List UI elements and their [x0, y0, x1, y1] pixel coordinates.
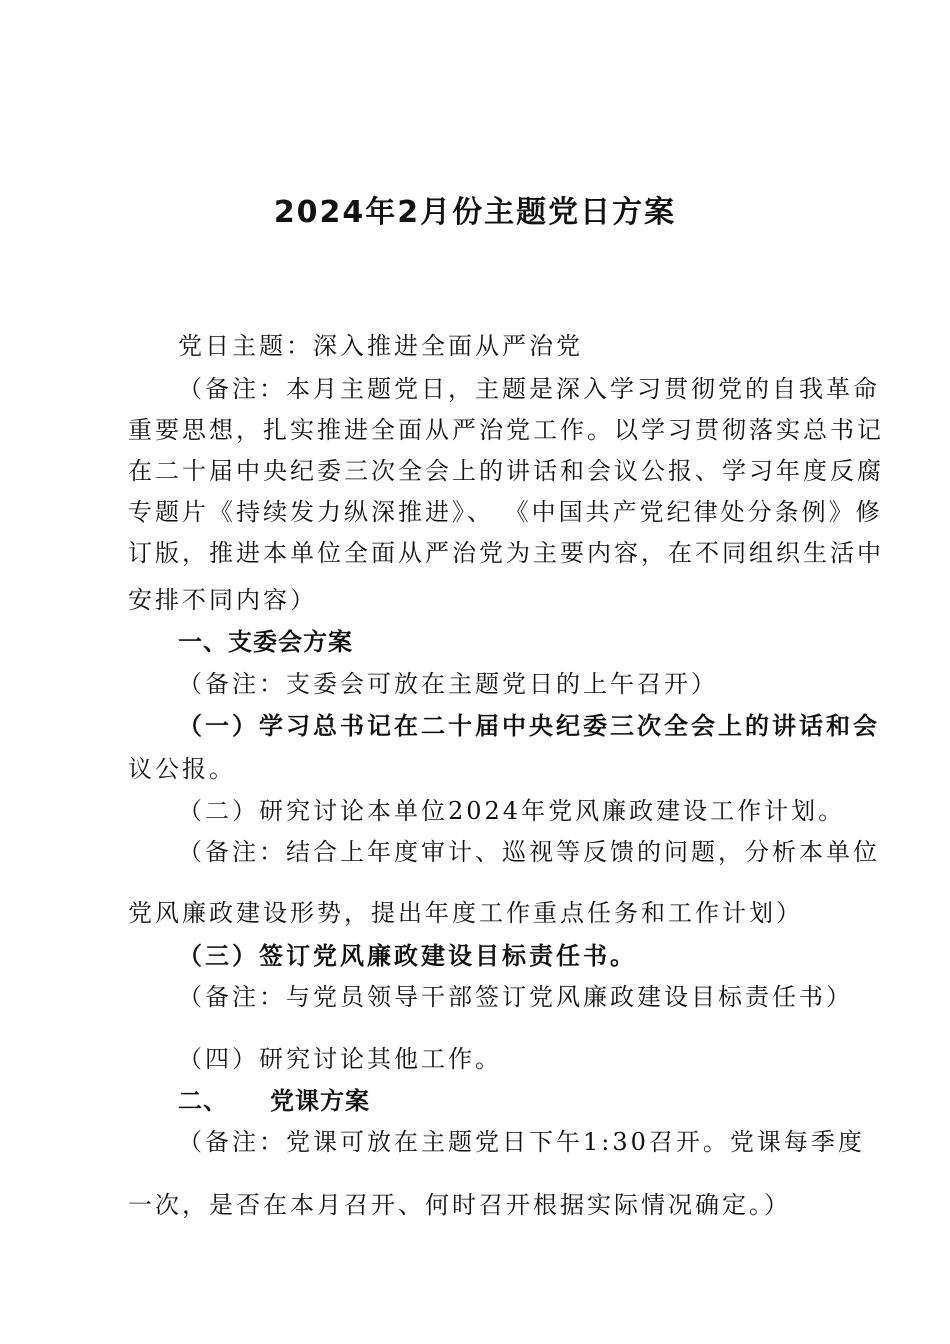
item-1-line: （一）学习总书记在二十届中央纪委三次全会上的讲话和会: [178, 711, 880, 740]
theme-line: 党日主题：深入推进全面从严治党: [178, 332, 583, 360]
intro-note-line: 重要思想，扎实推进全面从严治党工作。以学习贯彻落实总书记: [128, 416, 884, 444]
intro-note-line: 在二十届中央纪委三次全会上的讲话和会议公报、学习年度反腐: [128, 457, 884, 485]
section-1-heading: 一、支委会方案: [178, 628, 353, 656]
section-2-heading-number: 二、: [178, 1087, 228, 1115]
item-3-line: （三）签订党风廉政建设目标责任书。: [178, 941, 637, 970]
section-1-note: （备注：支委会可放在主题党日的上午召开）: [178, 670, 718, 698]
item-2-line: （二）研究讨论本单位2024年党风廉政建设工作计划。: [178, 797, 846, 825]
section-2-heading: [178, 1085, 370, 1117]
intro-note-line: （备注：本月主题党日，主题是深入学习贯彻党的自我革命: [178, 375, 880, 403]
item-2-note-line: 党风廉政建设形势，提出年度工作重点任务和工作计划）: [128, 899, 803, 927]
section-2-note-line: （备注：党课可放在主题党日下午1:30召开。党课每季度: [178, 1128, 865, 1156]
item-2-note-line: （备注：结合上年度审计、巡视等反馈的问题，分析本单位: [178, 838, 880, 866]
item-4-line: （四）研究讨论其他工作。: [178, 1045, 502, 1073]
section-2-note-line: 一次，是否在本月召开、何时召开根据实际情况确定。）: [128, 1191, 791, 1219]
item-3-note-line: （备注：与党员领导干部签订党风廉政建设目标责任书）: [178, 983, 853, 1011]
document-title: 2024年2月份主题党日方案: [273, 195, 677, 230]
item-1-line: 议公报。: [128, 755, 236, 783]
intro-note-line: 安排不同内容）: [128, 586, 317, 614]
intro-note-line: 专题片《持续发力纵深推进》、 《中国共产党纪律处分条例》修: [128, 498, 883, 526]
section-2-heading-text: 党课方案: [270, 1087, 370, 1115]
intro-note-line: 订版，推进本单位全面从严治党为主要内容，在不同组织生活中: [128, 539, 884, 567]
